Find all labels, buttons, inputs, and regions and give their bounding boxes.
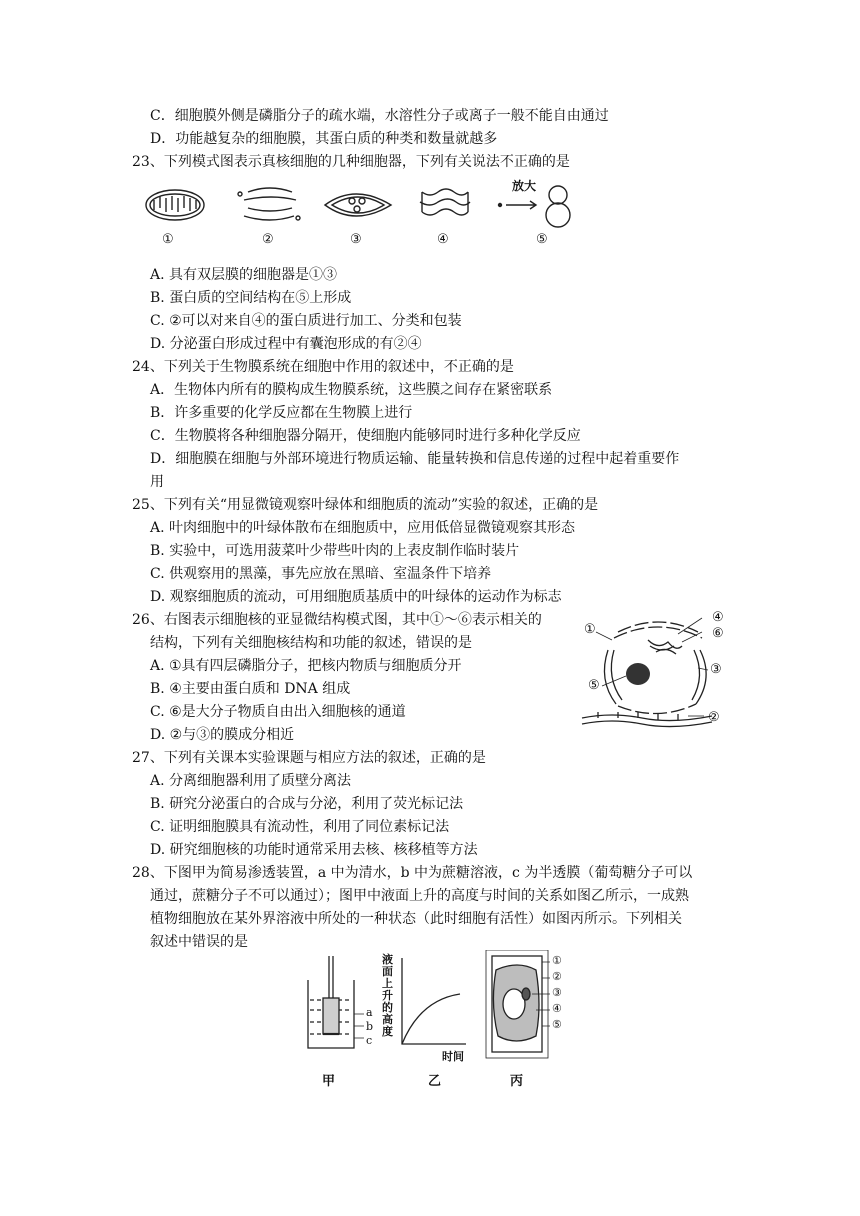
q27-option-c: C. 证明细胞膜具有流动性，利用了同位素标记法 — [150, 819, 450, 835]
q26-option-d: D. ②与③的膜成分相近 — [150, 727, 295, 743]
q28-stem-3: 植物细胞放在某外界溶液中所处的一种状态（此时细胞有活性）如图丙所示。下列相关 — [150, 911, 682, 927]
q27-option-b: B. 研究分泌蛋白的合成与分泌，利用了荧光标记法 — [150, 796, 464, 812]
q25-option-d: D. 观察细胞质的流动，可用细胞质基质中的叶绿体的运动作为标志 — [150, 589, 562, 605]
osmosis-figure — [300, 950, 570, 1090]
q27-stem: 27、下列有关课本实验课题与相应方法的叙述，正确的是 — [132, 750, 486, 766]
q23-option-c: C. ②可以对来自④的蛋白质进行加工、分类和包装 — [150, 313, 462, 329]
nucleus-drawing — [578, 610, 728, 732]
cell-label-3: ③ — [552, 986, 562, 999]
q26-option-c: C. ⑥是大分子物质自由出入细胞核的通道 — [150, 704, 406, 720]
q23-stem: 23、下列模式图表示真核细胞的几种细胞器，下列有关说法不正确的是 — [132, 154, 570, 170]
nucleus-label-2: ② — [708, 710, 720, 725]
graph-y-axis-label: 液面上升的高度 — [382, 953, 393, 1038]
nucleus-label-5: ⑤ — [588, 678, 600, 693]
q28-stem-1: 28、下图甲为简易渗透装置，a 中为清水，b 中为蔗糖溶液，c 为半透膜（葡萄糖分子可以 — [132, 865, 693, 881]
q26-option-a: A. ①具有四层磷脂分子，把核内物质与细胞质分开 — [150, 658, 462, 674]
nucleus-label-1: ① — [584, 622, 596, 637]
caption-jia: 甲 — [322, 1074, 336, 1089]
q22-option-c: C．细胞膜外侧是磷脂分子的疏水端，水溶性分子或离子一般不能自由通过 — [150, 108, 609, 124]
q24-option-c: C．生物膜将各种细胞器分隔开，使细胞内能够同时进行多种化学反应 — [150, 428, 581, 444]
q25-option-b: B. 实验中，可选用菠菜叶少带些叶肉的上表皮制作临时装片 — [150, 543, 520, 559]
beaker-label-a: a — [366, 1006, 373, 1019]
q24-option-b: B．许多重要的化学反应都在生物膜上进行 — [150, 405, 413, 421]
osmosis-drawing — [300, 950, 570, 1090]
q24-option-d-cont: 用 — [150, 474, 164, 490]
q26-stem: 26、右图表示细胞核的亚显微结构模式图，其中①～⑥表示相关的 — [132, 612, 542, 628]
beaker-label-c: c — [366, 1034, 373, 1047]
organelle-label-4: ④ — [437, 232, 449, 247]
caption-yi: 乙 — [428, 1074, 442, 1089]
q27-option-a: A. 分离细胞器利用了质壁分离法 — [150, 773, 352, 789]
nucleus-label-3: ③ — [710, 662, 722, 677]
q23-option-a: A. 具有双层膜的细胞器是①③ — [150, 267, 338, 283]
beaker-label-b: b — [366, 1020, 374, 1033]
q25-option-a: A. 叶肉细胞中的叶绿体散布在细胞质中，应用低倍显微镜观察其形态 — [150, 520, 576, 536]
caption-bing: 丙 — [510, 1074, 524, 1089]
q27-option-d: D. 研究细胞核的功能时通常采用去核、核移植等方法 — [150, 842, 478, 858]
nucleus-figure — [578, 610, 728, 732]
organelle-label-5: ⑤ — [536, 232, 548, 247]
organelle-label-1: ① — [162, 232, 174, 247]
organelle-figure — [140, 180, 580, 250]
q24-option-a: A．生物体内所有的膜构成生物膜系统，这些膜之间存在紧密联系 — [150, 382, 553, 398]
q23-option-d: D. 分泌蛋白形成过程中有囊泡形成的有②④ — [150, 336, 422, 352]
q26-stem-cont: 结构，下列有关细胞核结构和功能的叙述，错误的是 — [150, 635, 472, 651]
q24-option-d: D．细胞膜在细胞与外部环境进行物质运输、能量转换和信息传递的过程中起着重要作 — [150, 451, 680, 467]
q26-option-b: B. ④主要由蛋白质和 DNA 组成 — [150, 681, 351, 697]
cell-label-2: ② — [552, 970, 562, 983]
nucleus-label-4: ④ — [712, 610, 724, 625]
q24-stem: 24、下列关于生物膜系统在细胞中作用的叙述中，不正确的是 — [132, 359, 514, 375]
q25-option-c: C. 供观察用的黑藻，事先应放在黑暗、室温条件下培养 — [150, 566, 492, 582]
q28-stem-4: 叙述中错误的是 — [150, 934, 248, 950]
cell-label-4: ④ — [552, 1002, 562, 1015]
q25-stem: 25、下列有关“用显微镜观察叶绿体和细胞质的流动”实验的叙述，正确的是 — [132, 497, 599, 513]
nucleus-label-6: ⑥ — [712, 626, 724, 641]
cell-label-5: ⑤ — [552, 1018, 562, 1031]
q28-stem-2: 通过，蔗糖分子不可以通过）；图甲中液面上升的高度与时间的关系如图乙所示，一成熟 — [150, 888, 689, 904]
organelle-label-2: ② — [262, 232, 274, 247]
q22-option-d: D．功能越复杂的细胞膜，其蛋白质的种类和数量就越多 — [150, 131, 498, 147]
q23-option-b: B. 蛋白质的空间结构在⑤上形成 — [150, 290, 352, 306]
magnify-label: 放大 — [512, 179, 537, 193]
organelle-label-3: ③ — [350, 232, 362, 247]
cell-label-1: ① — [552, 954, 562, 967]
graph-x-axis-label: 时间 — [442, 1050, 464, 1063]
